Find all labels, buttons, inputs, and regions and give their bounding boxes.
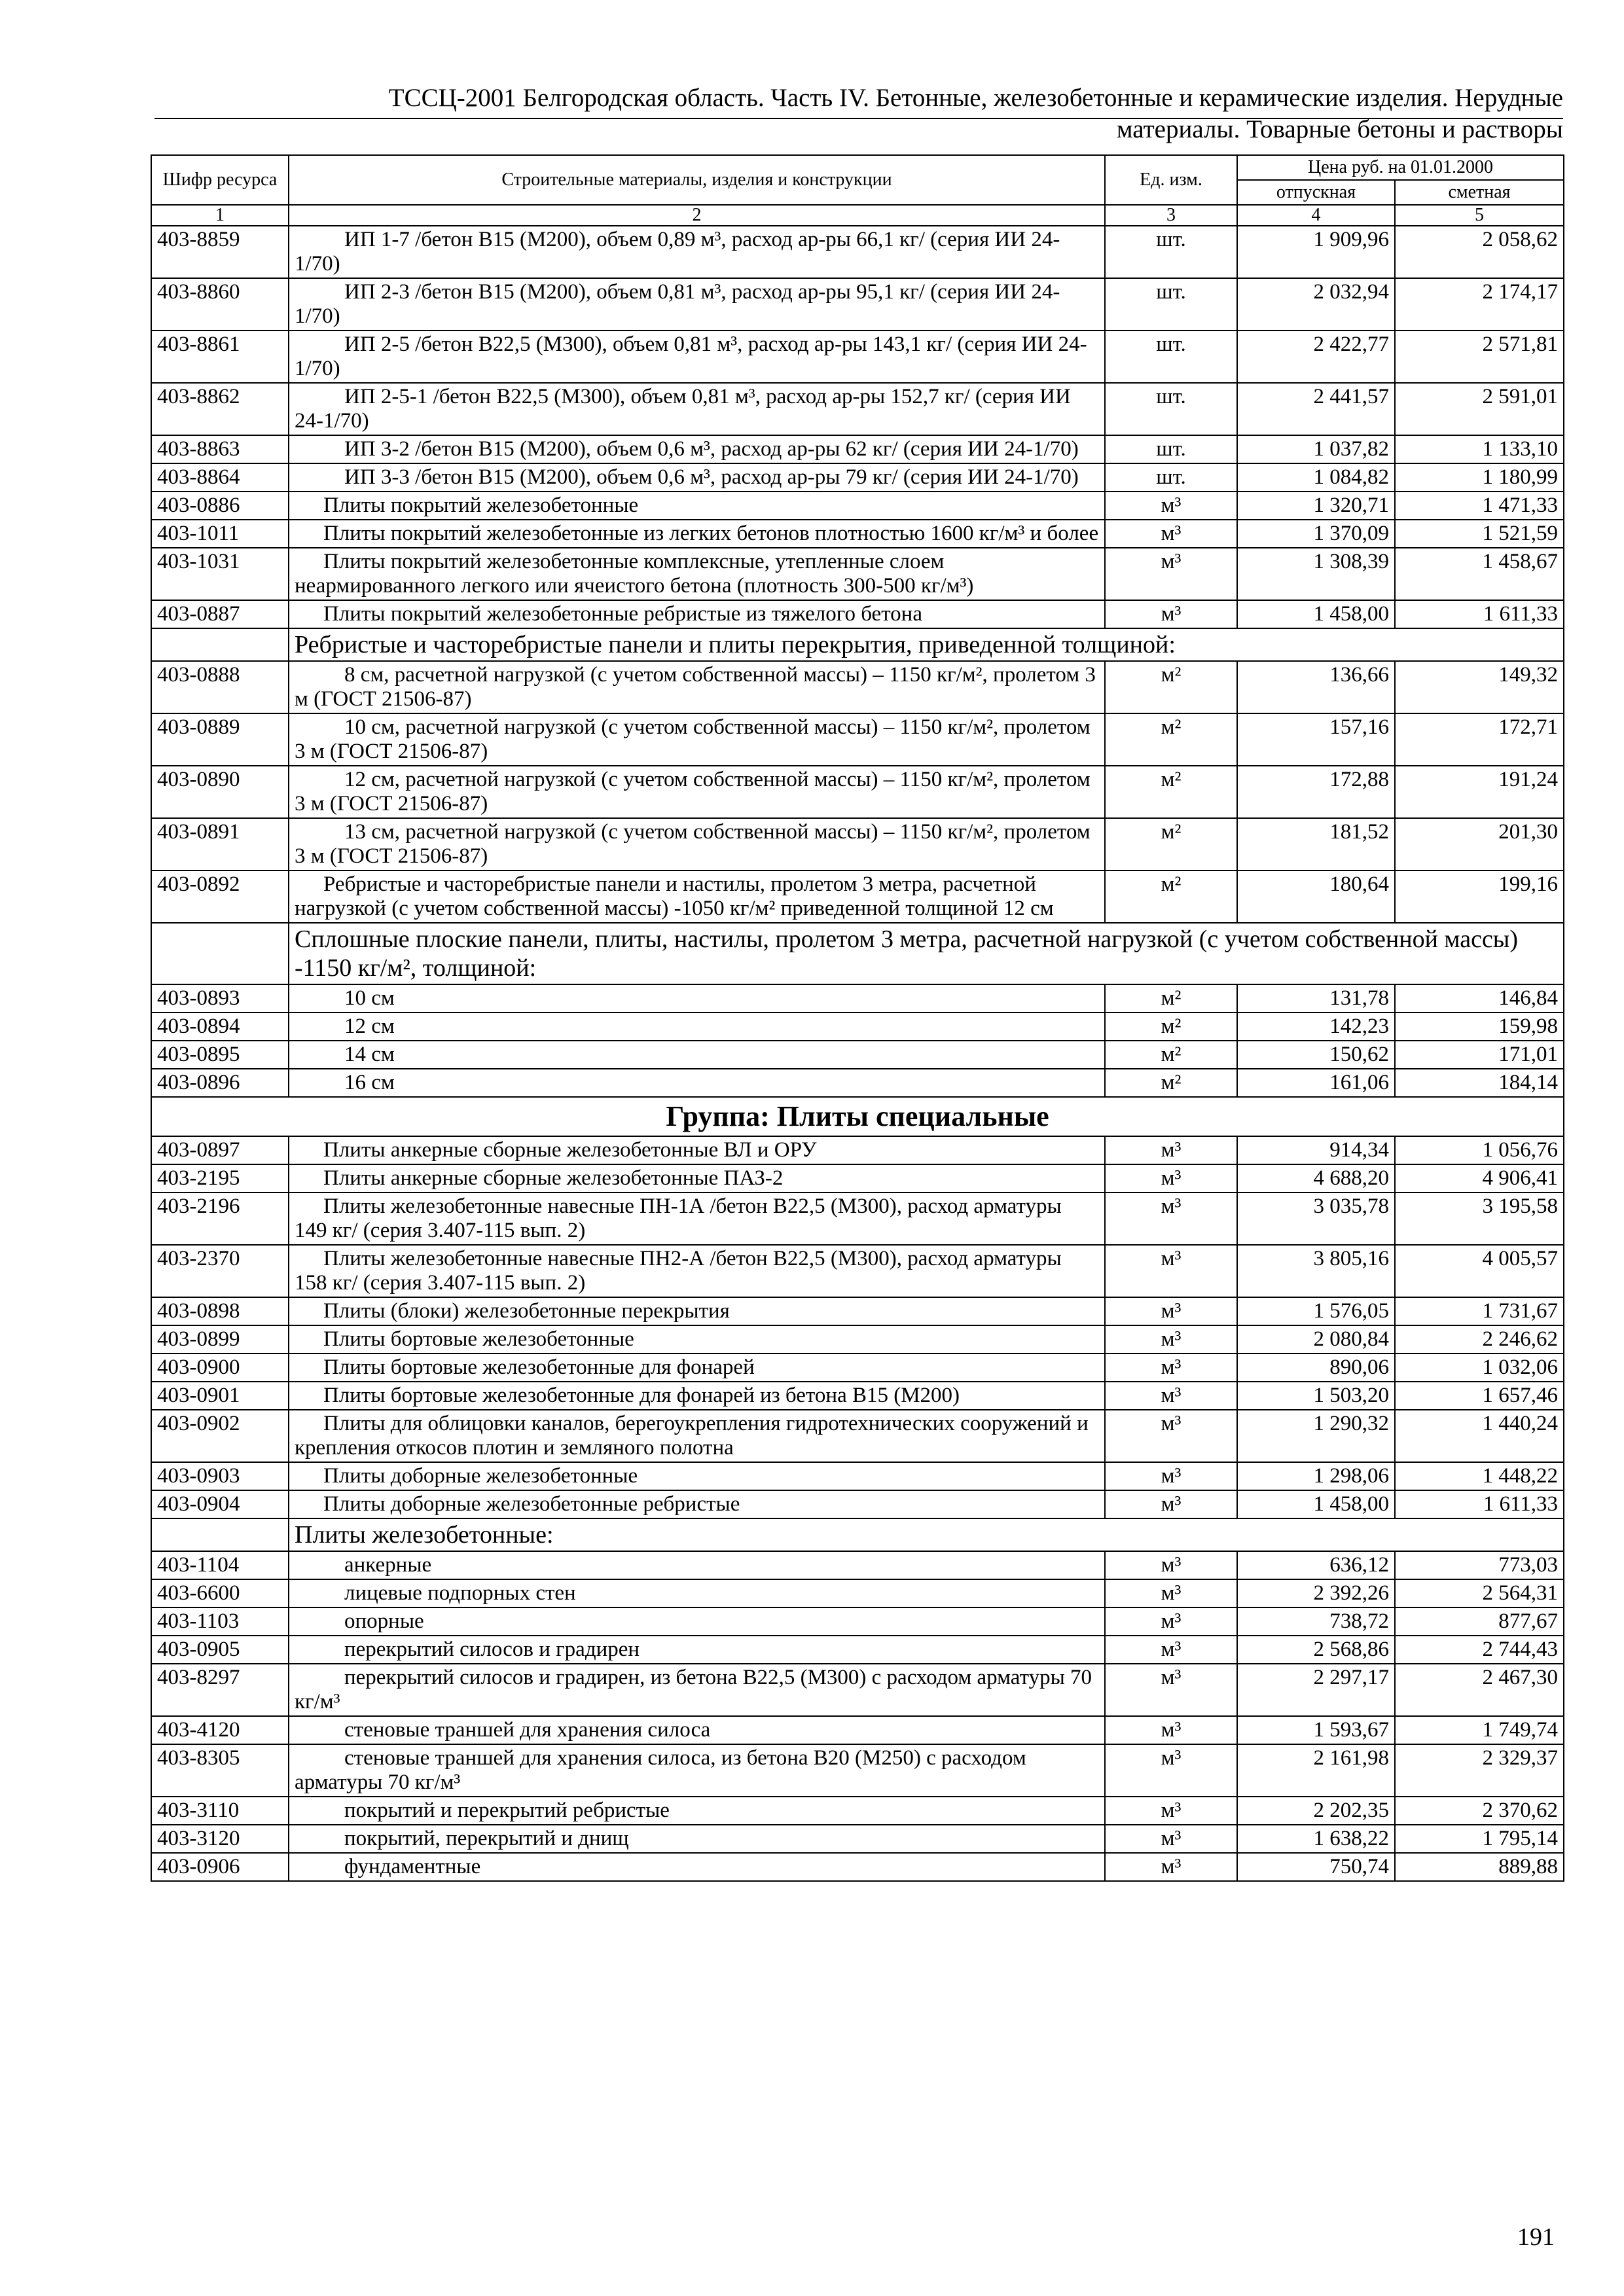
col-header-unit: Ед. изм. — [1105, 155, 1237, 205]
table-row — [151, 1853, 1564, 1881]
material-name: Плиты покрытий железобетонные комплексные, утепленные слоем неармированного легкого или ячеистого бетона (плотность 300-500 кг/м³) — [289, 548, 1105, 600]
resource-code: 403-0901 — [151, 1382, 289, 1410]
release-price: 636,12 — [1237, 1551, 1395, 1579]
material-name: 10 см, расчетной нагрузкой (с учетом собственной массы) – 1150 кг/м², пролетом 3 м (ГОСТ 21506-87) — [289, 713, 1105, 766]
estimate-price: 4 005,57 — [1395, 1245, 1564, 1297]
estimate-price: 1 056,76 — [1395, 1136, 1564, 1164]
unit-of-measure: м² — [1105, 1013, 1237, 1041]
running-header — [154, 82, 1563, 145]
unit-of-measure: м² — [1105, 1041, 1237, 1069]
table-row — [151, 870, 1564, 923]
estimate-price: 1 032,06 — [1395, 1354, 1564, 1382]
resource-code: 403-0904 — [151, 1490, 289, 1518]
section-heading-rc-row — [151, 1518, 1564, 1551]
unit-of-measure: м³ — [1105, 1325, 1237, 1354]
material-name: 16 см — [289, 1069, 1105, 1097]
section-heading-rc: Плиты железобетонные: — [289, 1518, 1564, 1551]
resource-code: 403-0899 — [151, 1325, 289, 1354]
unit-of-measure: м³ — [1105, 600, 1237, 628]
release-price: 890,06 — [1237, 1354, 1395, 1382]
release-price: 2 568,86 — [1237, 1636, 1395, 1664]
material-name: 12 см — [289, 1013, 1105, 1041]
release-price: 157,16 — [1237, 713, 1395, 766]
material-name: Плиты железобетонные навесные ПН-1А /бетон В22,5 (М300), расход арматуры 149 кг/ (серия 3.407-115 вып. 2) — [289, 1193, 1105, 1245]
unit-of-measure: м³ — [1105, 520, 1237, 548]
estimate-price: 1 458,67 — [1395, 548, 1564, 600]
table-row — [151, 1490, 1564, 1518]
resource-code: 403-0906 — [151, 1853, 289, 1881]
resource-code: 403-0905 — [151, 1636, 289, 1664]
group-title: Группа: Плиты специальные — [151, 1097, 1564, 1136]
resource-code: 403-3110 — [151, 1797, 289, 1825]
group-title-row — [151, 1097, 1564, 1136]
release-price: 1 037,82 — [1237, 435, 1395, 463]
resource-code: 403-2195 — [151, 1164, 289, 1193]
unit-of-measure: м³ — [1105, 1636, 1237, 1664]
unit-of-measure: м³ — [1105, 1354, 1237, 1382]
section-heading-solid-row — [151, 923, 1564, 984]
unit-of-measure: м³ — [1105, 1490, 1237, 1518]
table-row — [151, 1579, 1564, 1607]
table-row — [151, 1664, 1564, 1716]
release-price: 1 909,96 — [1237, 226, 1395, 278]
release-price: 1 320,71 — [1237, 492, 1395, 520]
resource-code: 403-8861 — [151, 331, 289, 383]
table-row — [151, 226, 1564, 278]
estimate-price: 2 058,62 — [1395, 226, 1564, 278]
estimate-price: 1 471,33 — [1395, 492, 1564, 520]
table-row — [151, 520, 1564, 548]
resource-code: 403-8297 — [151, 1664, 289, 1716]
unit-of-measure: м³ — [1105, 1410, 1237, 1462]
material-name: 14 см — [289, 1041, 1105, 1069]
material-name: ИП 3-3 /бетон В15 (М200), объем 0,6 м³, расход ар-ры 79 кг/ (серия ИИ 24-1/70) — [289, 463, 1105, 492]
unit-of-measure: м³ — [1105, 1462, 1237, 1490]
page-number: 191 — [1517, 2223, 1555, 2251]
material-name: Плиты покрытий железобетонные ребристые из тяжелого бетона — [289, 600, 1105, 628]
material-name: 8 см, расчетной нагрузкой (с учетом собственной массы) – 1150 кг/м², пролетом 3 м (ГОСТ 21506-87) — [289, 661, 1105, 713]
estimate-price: 889,88 — [1395, 1853, 1564, 1881]
release-price: 180,64 — [1237, 870, 1395, 923]
table-row — [151, 1013, 1564, 1041]
release-price: 142,23 — [1237, 1013, 1395, 1041]
material-name: покрытий и перекрытий ребристые — [289, 1797, 1105, 1825]
material-name: 12 см, расчетной нагрузкой (с учетом собственной массы) – 1150 кг/м², пролетом 3 м (ГОСТ 21506-87) — [289, 766, 1105, 818]
estimate-price: 1 749,74 — [1395, 1716, 1564, 1744]
estimate-price: 1 611,33 — [1395, 1490, 1564, 1518]
material-name: Плиты анкерные сборные железобетонные ПАЗ-2 — [289, 1164, 1105, 1193]
release-price: 131,78 — [1237, 984, 1395, 1013]
col-header-price: Цена руб. на 01.01.2000 — [1237, 155, 1564, 180]
unit-of-measure: м³ — [1105, 1245, 1237, 1297]
estimate-price: 2 329,37 — [1395, 1744, 1564, 1797]
estimate-price: 2 571,81 — [1395, 331, 1564, 383]
material-name: анкерные — [289, 1551, 1105, 1579]
table-row — [151, 1245, 1564, 1297]
resource-code: 403-0891 — [151, 818, 289, 870]
table-row — [151, 548, 1564, 600]
estimate-price: 2 370,62 — [1395, 1797, 1564, 1825]
table-row — [151, 383, 1564, 435]
unit-of-measure: м³ — [1105, 1664, 1237, 1716]
material-name: Ребристые и часторебристые панели и настилы, пролетом 3 метра, расчетной нагрузкой (с учетом собственной массы) -1050 кг/м² приведенной толщиной 12 см — [289, 870, 1105, 923]
section-heading-solid: Сплошные плоские панели, плиты, настилы, пролетом 3 метра, расчетной нагрузкой (с учетом собственной массы) -1150 кг/м², толщиной: — [289, 923, 1564, 984]
resource-code: 403-1031 — [151, 548, 289, 600]
material-name: опорные — [289, 1607, 1105, 1636]
unit-of-measure: м³ — [1105, 1382, 1237, 1410]
estimate-price: 3 195,58 — [1395, 1193, 1564, 1245]
table-row — [151, 1744, 1564, 1797]
material-name: Плиты доборные железобетонные — [289, 1462, 1105, 1490]
release-price: 1 370,09 — [1237, 520, 1395, 548]
price-table — [151, 154, 1564, 1882]
resource-code: 403-8864 — [151, 463, 289, 492]
column-number: 4 — [1237, 205, 1395, 226]
unit-of-measure: м³ — [1105, 1164, 1237, 1193]
estimate-price: 2 174,17 — [1395, 278, 1564, 331]
release-price: 2 297,17 — [1237, 1664, 1395, 1716]
table-row — [151, 1410, 1564, 1462]
price-table-body — [151, 226, 1564, 1881]
material-name: ИП 2-5-1 /бетон В22,5 (М300), объем 0,81 м³, расход ар-ры 152,7 кг/ (серия ИИ 24-1/70) — [289, 383, 1105, 435]
col-header-name: Строительные материалы, изделия и конструкции — [289, 155, 1105, 205]
resource-code: 403-6600 — [151, 1579, 289, 1607]
resource-code: 403-8862 — [151, 383, 289, 435]
estimate-price: 171,01 — [1395, 1041, 1564, 1069]
table-row — [151, 1716, 1564, 1744]
release-price: 136,66 — [1237, 661, 1395, 713]
release-price: 1 638,22 — [1237, 1825, 1395, 1853]
resource-code: 403-1104 — [151, 1551, 289, 1579]
resource-code: 403-0898 — [151, 1297, 289, 1325]
table-row — [151, 1382, 1564, 1410]
table-row — [151, 1041, 1564, 1069]
material-name: Плиты покрытий железобетонные — [289, 492, 1105, 520]
unit-of-measure: м³ — [1105, 1193, 1237, 1245]
table-row — [151, 1551, 1564, 1579]
table-row — [151, 1797, 1564, 1825]
table-row — [151, 1325, 1564, 1354]
material-name: 13 см, расчетной нагрузкой (с учетом собственной массы) – 1150 кг/м², пролетом 3 м (ГОСТ 21506-87) — [289, 818, 1105, 870]
estimate-price: 1 180,99 — [1395, 463, 1564, 492]
table-row — [151, 1069, 1564, 1097]
release-price: 150,62 — [1237, 1041, 1395, 1069]
col-header-release: отпускная — [1237, 180, 1395, 205]
material-name: Плиты доборные железобетонные ребристые — [289, 1490, 1105, 1518]
release-price: 1 084,82 — [1237, 463, 1395, 492]
release-price: 2 422,77 — [1237, 331, 1395, 383]
unit-of-measure: шт. — [1105, 331, 1237, 383]
col-header-code: Шифр ресурса — [151, 155, 289, 205]
estimate-price: 2 564,31 — [1395, 1579, 1564, 1607]
unit-of-measure: м² — [1105, 713, 1237, 766]
estimate-price: 1 611,33 — [1395, 600, 1564, 628]
release-price: 2 441,57 — [1237, 383, 1395, 435]
material-name: Плиты (блоки) железобетонные перекрытия — [289, 1297, 1105, 1325]
material-name: перекрытий силосов и градирен — [289, 1636, 1105, 1664]
unit-of-measure: м² — [1105, 766, 1237, 818]
table-row — [151, 1607, 1564, 1636]
estimate-price: 877,67 — [1395, 1607, 1564, 1636]
unit-of-measure: шт. — [1105, 435, 1237, 463]
material-name: ИП 1-7 /бетон В15 (М200), объем 0,89 м³, расход ар-ры 66,1 кг/ (серия ИИ 24-1/70) — [289, 226, 1105, 278]
material-name: стеновые траншей для хранения силоса, из бетона В20 (М250) с расходом арматуры 70 кг/м³ — [289, 1744, 1105, 1797]
release-price: 1 593,67 — [1237, 1716, 1395, 1744]
column-number: 3 — [1105, 205, 1237, 226]
unit-of-measure: м³ — [1105, 1744, 1237, 1797]
col-header-estimate: сметная — [1395, 180, 1564, 205]
estimate-price: 172,71 — [1395, 713, 1564, 766]
table-row — [151, 661, 1564, 713]
estimate-price: 201,30 — [1395, 818, 1564, 870]
estimate-price: 159,98 — [1395, 1013, 1564, 1041]
estimate-price: 199,16 — [1395, 870, 1564, 923]
table-row — [151, 713, 1564, 766]
unit-of-measure: м² — [1105, 661, 1237, 713]
material-name: фундаментные — [289, 1853, 1105, 1881]
estimate-price: 1 657,46 — [1395, 1382, 1564, 1410]
header-rule — [154, 118, 1563, 119]
header-line-2: материалы. Товарные бетоны и растворы — [1116, 115, 1563, 143]
resource-code: 403-0894 — [151, 1013, 289, 1041]
resource-code: 403-0893 — [151, 984, 289, 1013]
column-number: 5 — [1395, 205, 1564, 226]
column-number-row — [151, 205, 1564, 226]
release-price: 738,72 — [1237, 1607, 1395, 1636]
table-row — [151, 1297, 1564, 1325]
release-price: 3 035,78 — [1237, 1193, 1395, 1245]
resource-code: 403-1011 — [151, 520, 289, 548]
unit-of-measure: шт. — [1105, 383, 1237, 435]
material-name: Плиты бортовые железобетонные для фонарей — [289, 1354, 1105, 1382]
unit-of-measure: м² — [1105, 818, 1237, 870]
material-name: стеновые траншей для хранения силоса — [289, 1716, 1105, 1744]
unit-of-measure: м³ — [1105, 1716, 1237, 1744]
section-heading-ribbed-row — [151, 628, 1564, 661]
resource-code: 403-0886 — [151, 492, 289, 520]
resource-code: 403-0890 — [151, 766, 289, 818]
unit-of-measure: м² — [1105, 1069, 1237, 1097]
release-price: 2 032,94 — [1237, 278, 1395, 331]
material-name: Плиты для облицовки каналов, берегоукрепления гидротехнических сооружений и крепления откосов плотин и земляного полотна — [289, 1410, 1105, 1462]
resource-code: 403-3120 — [151, 1825, 289, 1853]
column-number: 1 — [151, 205, 289, 226]
unit-of-measure: м³ — [1105, 492, 1237, 520]
unit-of-measure: м³ — [1105, 1853, 1237, 1881]
estimate-price: 149,32 — [1395, 661, 1564, 713]
header-line-1: ТССЦ-2001 Белгородская область. Часть IV. Бетонные, железобетонные и керамические изделия. Нерудные — [388, 84, 1563, 112]
unit-of-measure: шт. — [1105, 226, 1237, 278]
unit-of-measure: м³ — [1105, 1825, 1237, 1853]
estimate-price: 2 744,43 — [1395, 1636, 1564, 1664]
table-row — [151, 818, 1564, 870]
table-row — [151, 1136, 1564, 1164]
estimate-price: 1 133,10 — [1395, 435, 1564, 463]
release-price: 1 458,00 — [1237, 1490, 1395, 1518]
release-price: 2 392,26 — [1237, 1579, 1395, 1607]
material-name: Плиты бортовые железобетонные — [289, 1325, 1105, 1354]
resource-code: 403-0889 — [151, 713, 289, 766]
material-name: перекрытий силосов и градирен, из бетона В22,5 (М300) с расходом арматуры 70 кг/м³ — [289, 1664, 1105, 1716]
table-row — [151, 492, 1564, 520]
unit-of-measure: м³ — [1105, 1297, 1237, 1325]
table-row — [151, 1354, 1564, 1382]
table-row — [151, 1825, 1564, 1853]
release-price: 1 503,20 — [1237, 1382, 1395, 1410]
release-price: 2 202,35 — [1237, 1797, 1395, 1825]
unit-of-measure: м² — [1105, 984, 1237, 1013]
unit-of-measure: м³ — [1105, 1579, 1237, 1607]
table-row — [151, 1636, 1564, 1664]
resource-code: 403-0887 — [151, 600, 289, 628]
unit-of-measure: м² — [1105, 870, 1237, 923]
material-name: покрытий, перекрытий и днищ — [289, 1825, 1105, 1853]
table-row — [151, 331, 1564, 383]
estimate-price: 1 521,59 — [1395, 520, 1564, 548]
estimate-price: 2 591,01 — [1395, 383, 1564, 435]
column-number: 2 — [289, 205, 1105, 226]
table-row — [151, 1193, 1564, 1245]
material-name: ИП 2-3 /бетон В15 (М200), объем 0,81 м³, расход ар-ры 95,1 кг/ (серия ИИ 24-1/70) — [289, 278, 1105, 331]
resource-code: 403-0892 — [151, 870, 289, 923]
empty-cell — [151, 628, 289, 661]
material-name: Плиты анкерные сборные железобетонные ВЛ и ОРУ — [289, 1136, 1105, 1164]
release-price: 2 080,84 — [1237, 1325, 1395, 1354]
resource-code: 403-0896 — [151, 1069, 289, 1097]
resource-code: 403-8305 — [151, 1744, 289, 1797]
unit-of-measure: м³ — [1105, 1551, 1237, 1579]
release-price: 1 308,39 — [1237, 548, 1395, 600]
resource-code: 403-8863 — [151, 435, 289, 463]
unit-of-measure: м³ — [1105, 1136, 1237, 1164]
table-row — [151, 600, 1564, 628]
table-row — [151, 278, 1564, 331]
release-price: 3 805,16 — [1237, 1245, 1395, 1297]
release-price: 750,74 — [1237, 1853, 1395, 1881]
material-name: 10 см — [289, 984, 1105, 1013]
estimate-price: 146,84 — [1395, 984, 1564, 1013]
estimate-price: 773,03 — [1395, 1551, 1564, 1579]
release-price: 172,88 — [1237, 766, 1395, 818]
resource-code: 403-0902 — [151, 1410, 289, 1462]
resource-code: 403-4120 — [151, 1716, 289, 1744]
material-name: Плиты железобетонные навесные ПН2-А /бетон В22,5 (М300), расход арматуры 158 кг/ (серия 3.407-115 вып. 2) — [289, 1245, 1105, 1297]
table-row — [151, 984, 1564, 1013]
estimate-price: 2 246,62 — [1395, 1325, 1564, 1354]
material-name: лицевые подпорных стен — [289, 1579, 1105, 1607]
material-name: ИП 2-5 /бетон В22,5 (М300), объем 0,81 м³, расход ар-ры 143,1 кг/ (серия ИИ 24-1/70) — [289, 331, 1105, 383]
empty-cell — [151, 923, 289, 984]
estimate-price: 4 906,41 — [1395, 1164, 1564, 1193]
resource-code: 403-0895 — [151, 1041, 289, 1069]
resource-code: 403-8859 — [151, 226, 289, 278]
table-row — [151, 463, 1564, 492]
release-price: 161,06 — [1237, 1069, 1395, 1097]
unit-of-measure: м³ — [1105, 1607, 1237, 1636]
unit-of-measure: м³ — [1105, 548, 1237, 600]
release-price: 181,52 — [1237, 818, 1395, 870]
resource-code: 403-0903 — [151, 1462, 289, 1490]
unit-of-measure: шт. — [1105, 463, 1237, 492]
price-table-wrapper — [151, 154, 1563, 1882]
empty-cell — [151, 1518, 289, 1551]
estimate-price: 1 731,67 — [1395, 1297, 1564, 1325]
release-price: 1 290,32 — [1237, 1410, 1395, 1462]
table-row — [151, 435, 1564, 463]
estimate-price: 184,14 — [1395, 1069, 1564, 1097]
resource-code: 403-0900 — [151, 1354, 289, 1382]
resource-code: 403-1103 — [151, 1607, 289, 1636]
resource-code: 403-2196 — [151, 1193, 289, 1245]
resource-code: 403-0888 — [151, 661, 289, 713]
release-price: 1 576,05 — [1237, 1297, 1395, 1325]
table-row — [151, 1164, 1564, 1193]
material-name: ИП 3-2 /бетон В15 (М200), объем 0,6 м³, расход ар-ры 62 кг/ (серия ИИ 24-1/70) — [289, 435, 1105, 463]
estimate-price: 191,24 — [1395, 766, 1564, 818]
material-name: Плиты покрытий железобетонные из легких бетонов плотностью 1600 кг/м³ и более — [289, 520, 1105, 548]
section-heading-ribbed: Ребристые и часторебристые панели и плиты перекрытия, приведенной толщиной: — [289, 628, 1564, 661]
resource-code: 403-2370 — [151, 1245, 289, 1297]
estimate-price: 2 467,30 — [1395, 1664, 1564, 1716]
release-price: 914,34 — [1237, 1136, 1395, 1164]
table-row — [151, 766, 1564, 818]
unit-of-measure: шт. — [1105, 278, 1237, 331]
material-name: Плиты бортовые железобетонные для фонарей из бетона В15 (М200) — [289, 1382, 1105, 1410]
unit-of-measure: м³ — [1105, 1797, 1237, 1825]
release-price: 2 161,98 — [1237, 1744, 1395, 1797]
estimate-price: 1 448,22 — [1395, 1462, 1564, 1490]
estimate-price: 1 795,14 — [1395, 1825, 1564, 1853]
table-row — [151, 1462, 1564, 1490]
resource-code: 403-0897 — [151, 1136, 289, 1164]
estimate-price: 1 440,24 — [1395, 1410, 1564, 1462]
release-price: 4 688,20 — [1237, 1164, 1395, 1193]
release-price: 1 458,00 — [1237, 600, 1395, 628]
resource-code: 403-8860 — [151, 278, 289, 331]
release-price: 1 298,06 — [1237, 1462, 1395, 1490]
